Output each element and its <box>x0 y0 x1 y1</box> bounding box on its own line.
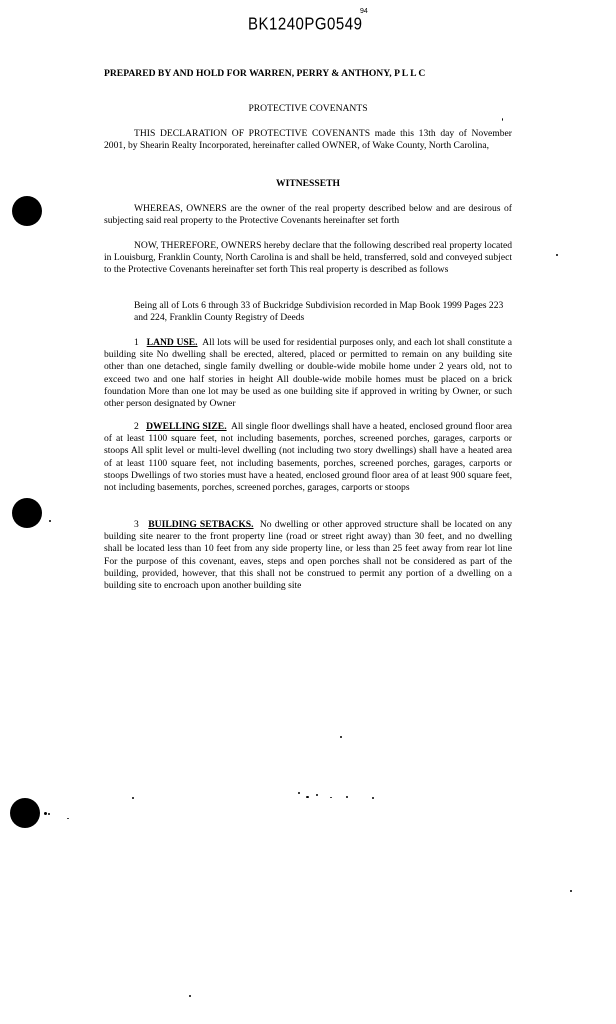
scan-speck <box>330 797 332 798</box>
scan-speck <box>44 812 47 815</box>
document-title: PROTECTIVE COVENANTS <box>248 103 368 114</box>
declaration-paragraph: THIS DECLARATION OF PROTECTIVE COVENANTS made this 13th day of November 2001, by Shearin Realty Incorporated, hereinafter called OWNER, of Wake County, North Carolina, <box>104 128 512 152</box>
section-text: All lots will be used for residential purposes only, and each lot shall constitute a building site No dwelling shall be erected, altered, placed or permitted to remain on any building site other than one detached, single family dwelling or double-wide mobile home under 2 years old, not to exceed two and one half stories in height All double-wide mobile homes must be placed on a brick foundation More than one lot may be used as one building site if approved in writing by Owner, or such other person designated by Owner <box>104 337 512 410</box>
scan-speck <box>189 995 191 997</box>
section-dwelling-size <box>104 421 512 494</box>
scan-speck <box>346 796 348 798</box>
punch-hole-middle <box>12 498 42 528</box>
punch-hole-top <box>12 196 42 226</box>
stamp-superscript: 94 <box>360 8 368 15</box>
lots-description: Being all of Lots 6 through 33 of Buckridge Subdivision recorded in Map Book 1999 Pages 223 and 224, Franklin County Registry of Deeds <box>134 300 504 324</box>
prepared-by-line: PREPARED BY AND HOLD FOR WARREN, PERRY & ANTHONY, P L L C <box>104 68 426 79</box>
section-number: 3 <box>134 519 139 530</box>
section-number: 2 <box>134 421 139 432</box>
scan-speck <box>48 813 50 815</box>
scan-speck <box>67 818 69 819</box>
scan-speck <box>298 792 300 794</box>
section-text: All single floor dwellings shall have a heated, enclosed ground floor area of at least 1100 square feet, not including basements, porches, screened porches, garages, carports or stoops All split level or multi-level dwelling (not including two story dwellings) shall have a heated area of at least 1100 square feet, not including basements, porches, screened porches, garages, carports or stoops Dwellings of two stories must have a heated, enclosed ground floor area of at least 900 square feet, not including basements, porches, screened porches, garages, carports or stoops <box>104 421 512 494</box>
scan-speck <box>132 797 134 799</box>
section-land-use <box>104 337 512 410</box>
punch-hole-bottom <box>10 798 40 828</box>
scan-speck <box>502 118 503 121</box>
whereas-paragraph: WHEREAS, OWNERS are the owner of the real property described below and are desirous of subjecting said real property to the Protective Covenants hereinafter set forth <box>104 203 512 227</box>
now-therefore-paragraph: NOW, THEREFORE, OWNERS hereby declare that the following described real property located in Louisburg, Franklin County, North Carolina is and shall be held, transferred, sold and conveyed subject to the Protective Covenants hereinafter set forth This real property is described as follows <box>104 240 512 276</box>
scan-speck <box>340 736 342 738</box>
witnesseth-heading: WITNESSETH <box>276 178 340 189</box>
scan-speck <box>49 520 51 522</box>
scan-speck <box>556 254 558 256</box>
book-page-stamp: BK1240PG0549 <box>248 14 363 35</box>
section-heading: DWELLING SIZE. <box>146 421 227 432</box>
scan-speck <box>372 797 374 799</box>
scan-speck <box>570 890 572 892</box>
section-heading: BUILDING SETBACKS. <box>148 519 254 530</box>
section-building-setbacks <box>104 519 512 592</box>
scan-speck <box>316 794 318 796</box>
section-heading: LAND USE. <box>146 337 198 348</box>
section-number: 1 <box>134 337 139 348</box>
section-text: No dwelling or other approved structure shall be located on any building site nearer to the front property line (road or street right away) than 30 feet, and no dwelling shall be located less than 10 feet from any side property line, or less than 25 feet away from rear lot line For the purpose of this covenant, eaves, steps and open porches shall not be considered as part of the building, provided, however, that this shall not be construed to permit any portion of a dwelling on a building site to encroach upon another building site <box>104 519 512 592</box>
scan-speck <box>306 796 309 798</box>
